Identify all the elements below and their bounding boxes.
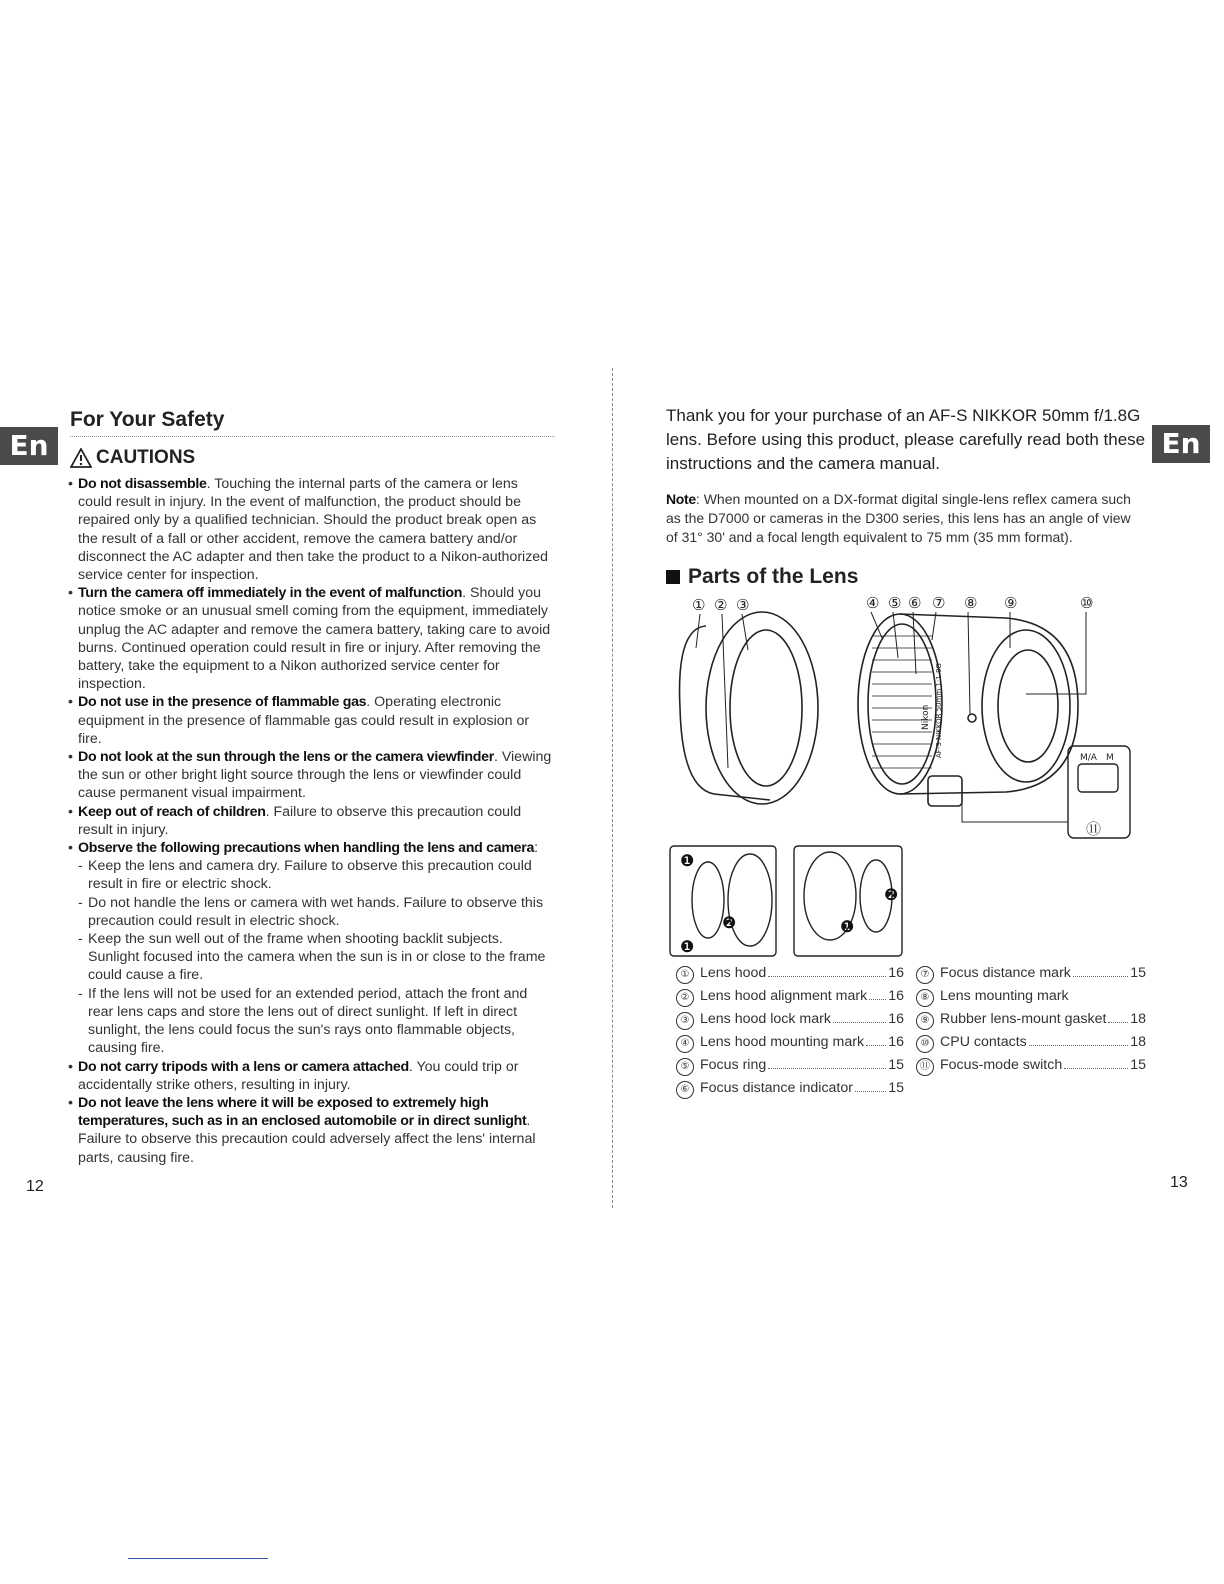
cap-step-1a: ❶ [680,851,695,870]
lens-brand-text: Nikon [921,704,931,730]
callout-7: ⑦ [932,594,946,612]
page-number-right: 13 [1170,1174,1188,1191]
parts-column-2 [916,965,1146,1080]
heading-square-icon [666,570,680,584]
part-row: ① Lens hood 16 [676,965,904,988]
note-paragraph: Note: When mounted on a DX-format digital single-lens reflex camera such as the D7000 or cameras in the D300 series, this lens has an angle of view of 31° 30' and a focal length equivalent to 75 mm (35 mm format). [666,491,1131,545]
callout-2: ② [714,596,728,614]
warning-triangle-icon [70,448,92,468]
part-row: ⑦ Focus distance mark 15 [916,965,1146,988]
handling-sublist [78,857,555,1057]
footer-line [128,1558,268,1559]
cap-step-2a: ❷ [722,913,737,932]
cap-step-1c: ❶ [840,917,855,936]
language-tab-right: En [1152,425,1210,463]
sub-item: - Keep the lens and camera dry. Failure to observe this precaution could result in fire or electric shock. [78,857,555,893]
callout-9: ⑨ [1004,594,1018,612]
cap-step-2b: ❷ [884,885,899,904]
lens-hood-drawing [680,612,818,804]
caution-item: • Observe the following precautions when handling the lens and camera: - Keep the lens and camera dry. Failure to observe this precaution could result in fire or electric shock. - Do not handle the lens or camera with wet hands. Failure to observe this precaution could result in electric shock. - Keep the sun well out of the frame when shooting backlit subjects. Sunlight focused into the camera when the sun is in or close to the frame could cause a fire. - If the lens will not be used for an extended period, attach the front and rear lens caps and store the lens out of direct sunlight. If left in direct sunlight, the lens could focus the sun's rays onto flammable objects, causing fire. [70,839,555,1057]
caution-item: • Keep out of reach of children. Failure to observe this precaution could result in injury. [70,803,555,839]
caution-item: • Do not leave the lens where it will be exposed to extremely high temperatures, such as in an enclosed automobile or in direct sunlight. Failure to observe this precaution could adversely affect the lens' internal parts, causing fire. [70,1094,555,1167]
callout-8: ⑧ [964,594,978,612]
intro-text: Thank you for your purchase of an AF-S NIKKOR 50mm f/1.8G lens. Before using this product, please carefully read both these instructions and the camera manual. [666,406,1146,473]
part-row: ⑧ Lens mounting mark [916,988,1146,1011]
callout-6: ⑥ [908,594,922,612]
cap-step-1b: ❶ [680,937,695,956]
language-tab-left: En [0,427,58,465]
callout-10: ⑩ [1080,594,1094,612]
page-divider [612,368,613,1208]
part-row: ⑪ Focus-mode switch 15 [916,1057,1146,1080]
caution-item: • Do not look at the sun through the lens or the camera viewfinder. Viewing the sun or other bright light source through the lens or viewfinder could cause permanent visual impairment. [70,748,555,803]
callout-1: ① [692,596,706,614]
switch-label-m: M [1106,753,1114,763]
callout-11: ⑪ [1086,820,1102,838]
part-row: ④ Lens hood mounting mark 16 [676,1034,904,1057]
parts-heading-label: Parts of the Lens [688,565,859,588]
intro-section [666,404,1146,591]
part-row: ② Lens hood alignment mark 16 [676,988,904,1011]
sub-item: - Do not handle the lens or camera with wet hands. Failure to observe this precaution could result in electric shock. [78,894,555,930]
lens-cap-illustrations [670,846,902,956]
caution-item: • Do not disassemble. Touching the internal parts of the camera or lens could result in injury. In the event of malfunction, the product should be repaired only by a qualified technician. Should the product break open as the result of a fall or other accident, remove the camera battery and/or disconnect the AC adapter and then take the product to a Nikon-authorized service center for inspection. [70,475,555,584]
caution-item: • Turn the camera off immediately in the event of malfunction. Should you notice smoke or an unusual smell coming from the equipment, immediately unplug the AC adapter and remove the camera battery, taking care to avoid burns. Continued operation could result in fire or injury. After removing the battery, take the equipment to a Nikon authorized service center for inspection. [70,584,555,693]
lens-body-drawing [858,612,1086,806]
page-number-left: 12 [26,1178,44,1195]
sub-item: - Keep the sun well out of the frame when shooting backlit subjects. Sunlight focused into the camera when the sun is in or close to the frame could cause a fire. [78,930,555,985]
callout-4: ④ [866,594,880,612]
sub-item: - If the lens will not be used for an extended period, attach the front and rear lens caps and store the lens out of direct sunlight. If left in direct sunlight, the lens could focus the sun's rays onto flammable objects, causing fire. [78,985,555,1058]
callout-3: ③ [736,596,750,614]
switch-label-ma: M/A [1080,753,1097,763]
lens-parts-diagram [666,588,1146,968]
parts-heading [666,563,1146,591]
safety-title-bar [70,408,555,437]
safety-title: For Your Safety [70,408,225,431]
caution-item: • Do not use in the presence of flammable gas. Operating electronic equipment in the presence of flammable gas could result in explosion or fire. [70,693,555,748]
part-row: ⑤ Focus ring 15 [676,1057,904,1080]
caution-item: • Do not carry tripods with a lens or camera attached. You could trip or accidentally strike others, resulting in injury. [70,1058,555,1094]
callout-5: ⑤ [888,594,902,612]
lens-model-text: AF-S NIKKOR 50mm 1:1.8G [935,663,943,758]
part-row: ⑨ Rubber lens-mount gasket 18 [916,1011,1146,1034]
cautions-heading [70,445,555,471]
cautions-list [70,475,555,1167]
parts-column-1 [676,965,904,1103]
part-row: ③ Lens hood lock mark 16 [676,1011,904,1034]
cautions-label: CAUTIONS [96,447,196,468]
part-row: ⑥ Focus distance indicator 15 [676,1080,904,1103]
safety-section [70,408,555,1167]
part-row: ⑩ CPU contacts 18 [916,1034,1146,1057]
